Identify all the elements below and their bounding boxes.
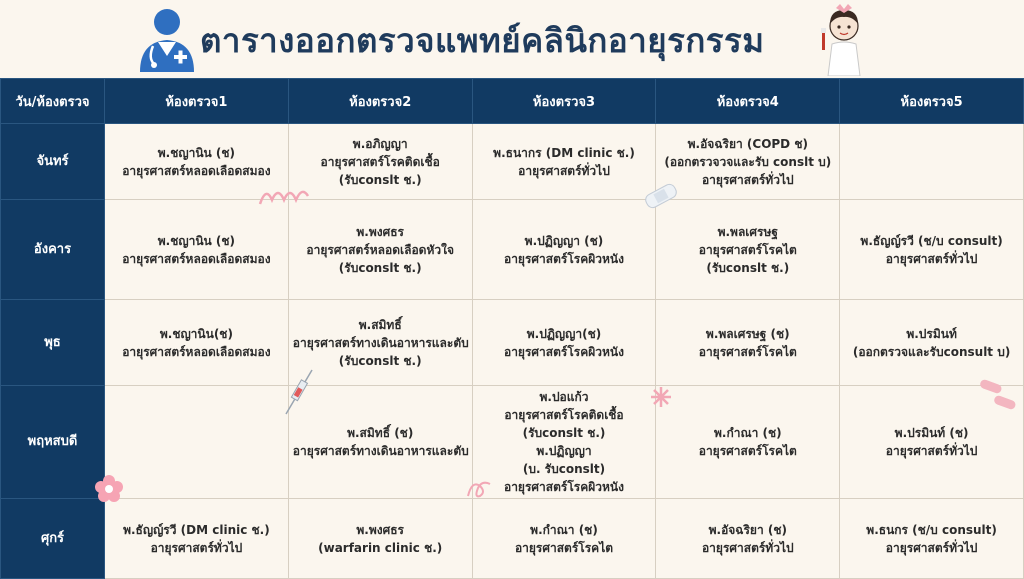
cell-text: อายุรศาสตร์โรคไต (698, 444, 797, 458)
schedule-body (1, 124, 1024, 579)
table-row (1, 200, 1024, 300)
cell-text: พ.พงศธร (356, 522, 404, 537)
page-title: ตารางออกตรวจแพทย์คลินิกอายุรกรรม (200, 21, 765, 60)
cell-text: อายุรศาสตร์หลอดเลือดสมอง (122, 251, 271, 266)
room-header: ห้องตรวจ4 (656, 79, 840, 124)
schedule-cell (840, 499, 1024, 579)
schedule-cell (840, 300, 1024, 386)
day-label: จันทร์ (1, 124, 105, 200)
cell-text: อายุรศาสตร์ทั่วไป (885, 540, 978, 555)
cell-text: (บ. รับconslt) (522, 462, 606, 476)
cell-text: (ออกตรวจวจและรับ conslt บ) (664, 154, 832, 169)
schedule-cell (105, 124, 289, 200)
cell-text: (รับconslt ช.) (338, 260, 422, 275)
cell-text: อายุรศาสตร์โรคติดเชื้อ (320, 154, 440, 169)
schedule-cell (472, 386, 656, 499)
cell-text: (รับconslt ช.) (338, 353, 422, 368)
cell-text: พ.อัจฉริยา (ช) (708, 522, 787, 537)
cell-text: อายุรศาสตร์ทางเดินอาหารและตับ (292, 444, 469, 458)
cell-text: พ.ธัญญ์รวี (ช/บ consult) (860, 233, 1003, 248)
cell-text: พ.ปฏิญญา (ช) (524, 233, 604, 248)
cell-text: พ.กำณา (ช) (713, 426, 782, 440)
cell-text: อายุรศาสตร์ทั่วไป (701, 172, 794, 187)
cell-text: พ.ปรมินท์ (906, 326, 957, 341)
cell-text: พ.ชญานิน (ช) (157, 233, 236, 248)
schedule-cell (105, 386, 289, 499)
schedule-cell (105, 300, 289, 386)
schedule-cell (840, 124, 1024, 200)
schedule-cell (656, 499, 840, 579)
cell-text: (ออกตรวจและรับconsult บ) (852, 344, 1011, 359)
cell-text: (รับconslt ช.) (706, 260, 790, 275)
cell-text: อายุรศาสตร์หลอดเลือดหัวใจ (306, 242, 454, 257)
cell-text: พ.อภิญญา (352, 136, 408, 151)
room-header: ห้องตรวจ3 (472, 79, 656, 124)
cell-text: พ.ปรมินท์ (ช) (894, 426, 969, 440)
cell-text: อายุรศาสตร์ทั่วไป (150, 540, 243, 555)
cell-text: อายุรศาสตร์โรคผิวหนัง (503, 480, 624, 494)
cell-text: อายุรศาสตร์ทั่วไป (885, 251, 978, 266)
cell-text: อายุรศาสตร์ทั่วไป (885, 444, 978, 458)
schedule-cell (288, 124, 472, 200)
cell-text: อายุรศาสตร์หลอดเลือดสมอง (122, 163, 271, 178)
table-row (1, 124, 1024, 200)
page-header (0, 0, 1024, 78)
schedule-cell (472, 499, 656, 579)
doctor-icon (136, 6, 198, 72)
cell-text: อายุรศาสตร์ทั่วไป (518, 163, 610, 178)
schedule-cell (656, 386, 840, 499)
cell-text: พ.ธัญญ์รวี (DM clinic ช.) (123, 522, 270, 537)
cell-text: พ.ธนกร (ช/บ consult) (866, 522, 997, 537)
cell-text: พ.ปฏิญญา(ช) (526, 326, 602, 341)
cell-text: พ.สมิทธิ์ (ช) (347, 426, 414, 440)
cell-text: พ.ปอแก้ว (539, 390, 589, 404)
header-row (1, 79, 1024, 124)
cell-text: อายุรศาสตร์โรคไต (698, 242, 797, 257)
day-label: พฤหสบดี (1, 386, 105, 499)
cell-text: พ.สมิทธิ์ (358, 317, 402, 332)
schedule-cell (288, 200, 472, 300)
cell-text: (รับconslt ช.) (522, 426, 606, 440)
cell-text: อายุรศาสตร์ทั่วไป (701, 540, 794, 555)
cell-text: อายุรศาสตร์โรคไต (698, 344, 797, 359)
cell-text: พ.กำณา (ช) (530, 522, 598, 537)
schedule-table (0, 78, 1024, 579)
room-header: ห้องตรวจ5 (840, 79, 1024, 124)
schedule-cell (840, 386, 1024, 499)
schedule-cell (288, 300, 472, 386)
day-label: อังคาร (1, 200, 105, 300)
corner-header: วัน/ห้องตรวจ (1, 79, 105, 124)
schedule-cell (656, 300, 840, 386)
day-label: พุธ (1, 300, 105, 386)
room-header: ห้องตรวจ2 (288, 79, 472, 124)
schedule-cell (105, 499, 289, 579)
cell-text: พ.ชญานิน(ช) (159, 326, 233, 341)
cell-text: อายุรศาสตร์โรคผิวหนัง (503, 251, 624, 266)
schedule-cell (840, 200, 1024, 300)
cell-text: อายุรศาสตร์โรคติดเชื้อ (504, 408, 624, 422)
schedule-cell (288, 499, 472, 579)
cell-text: อายุรศาสตร์ทางเดินอาหารและตับ (292, 335, 469, 350)
cell-text: อายุรศาสตร์โรคผิวหนัง (503, 344, 624, 359)
cell-text: (warfarin clinic ช.) (318, 540, 443, 555)
schedule-cell (472, 300, 656, 386)
cell-text: พ.พลเศรษฐ (ช) (705, 326, 790, 341)
schedule-cell (656, 200, 840, 300)
schedule-cell (105, 200, 289, 300)
cell-text: อายุรศาสตร์หลอดเลือดสมอง (122, 344, 271, 359)
room-header: ห้องตรวจ1 (105, 79, 289, 124)
table-row (1, 499, 1024, 579)
schedule-cell (656, 124, 840, 200)
schedule-cell (472, 200, 656, 300)
cell-text: (รับconslt ช.) (338, 172, 422, 187)
nurse-icon (818, 4, 870, 76)
cell-text: พ.ชญานิน (ช) (157, 145, 236, 160)
table-row (1, 300, 1024, 386)
schedule-cell (472, 124, 656, 200)
cell-text: พ.ธนากร (DM clinic ช.) (493, 145, 635, 160)
cell-text: พ.พลเศรษฐ (717, 224, 778, 239)
cell-text: พ.พงศธร (356, 224, 404, 239)
cell-text: อายุรศาสตร์โรคไต (514, 540, 614, 555)
day-label: ศุกร์ (1, 499, 105, 579)
schedule-cell (288, 386, 472, 499)
cell-text: พ.อัจฉริยา (COPD ช) (687, 136, 808, 151)
table-row (1, 386, 1024, 499)
cell-text: พ.ปฏิญญา (536, 444, 592, 458)
